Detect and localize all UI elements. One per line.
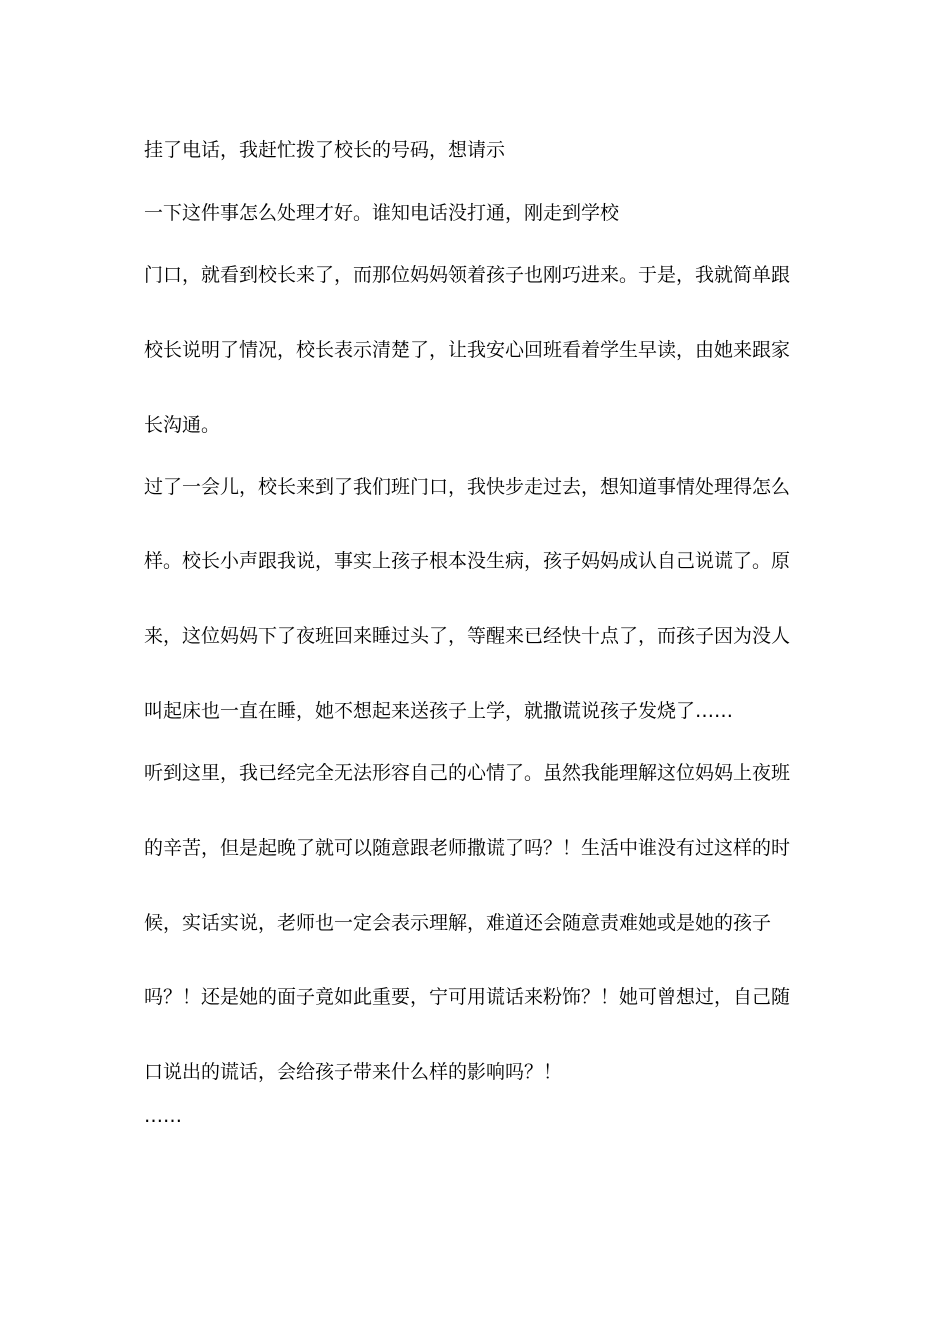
text-line-3: 门口，就看到校长来了，而那位妈妈领着孩子也刚巧进来。于是，我就简单跟 xyxy=(144,264,791,286)
text-line-4: 校长说明了情况，校长表示清楚了，让我安心回班看着学生早读，由她来跟家 xyxy=(144,339,791,361)
text-line-13: 吗？！还是她的面子竟如此重要，宁可用谎话来粉饰？！她可曾想过，自己随 xyxy=(144,986,791,1008)
text-line-6: 过了一会儿，校长来到了我们班门口，我快步走过去，想知道事情处理得怎么 xyxy=(144,476,791,498)
text-line-2: 一下这件事怎么处理才好。谁知电话没打通，刚走到学校 xyxy=(144,202,620,224)
text-line-10: 听到这里，我已经完全无法形容自己的心情了。虽然我能理解这位妈妈上夜班 xyxy=(144,762,791,784)
text-line-15: …… xyxy=(144,1105,182,1127)
text-line-14: 口说出的谎话，会给孩子带来什么样的影响吗？！ xyxy=(144,1061,563,1083)
text-line-11: 的辛苦，但是起晚了就可以随意跟老师撒谎了吗？！生活中谁没有过这样的时 xyxy=(144,837,791,859)
text-line-9: 叫起床也一直在睡，她不想起来送孩子上学，就撒谎说孩子发烧了…… xyxy=(144,700,734,722)
text-line-5: 长沟通。 xyxy=(144,414,221,436)
text-line-1: 挂了电话，我赶忙拨了校长的号码，想请示 xyxy=(144,139,506,161)
text-line-12: 候，实话实说，老师也一定会表示理解，难道还会随意责难她或是她的孩子 xyxy=(144,912,772,934)
text-line-7: 样。校长小声跟我说，事实上孩子根本没生病，孩子妈妈成认自己说谎了。原 xyxy=(144,550,791,572)
text-line-8: 来，这位妈妈下了夜班回来睡过头了，等醒来已经快十点了，而孩子因为没人 xyxy=(144,625,791,647)
